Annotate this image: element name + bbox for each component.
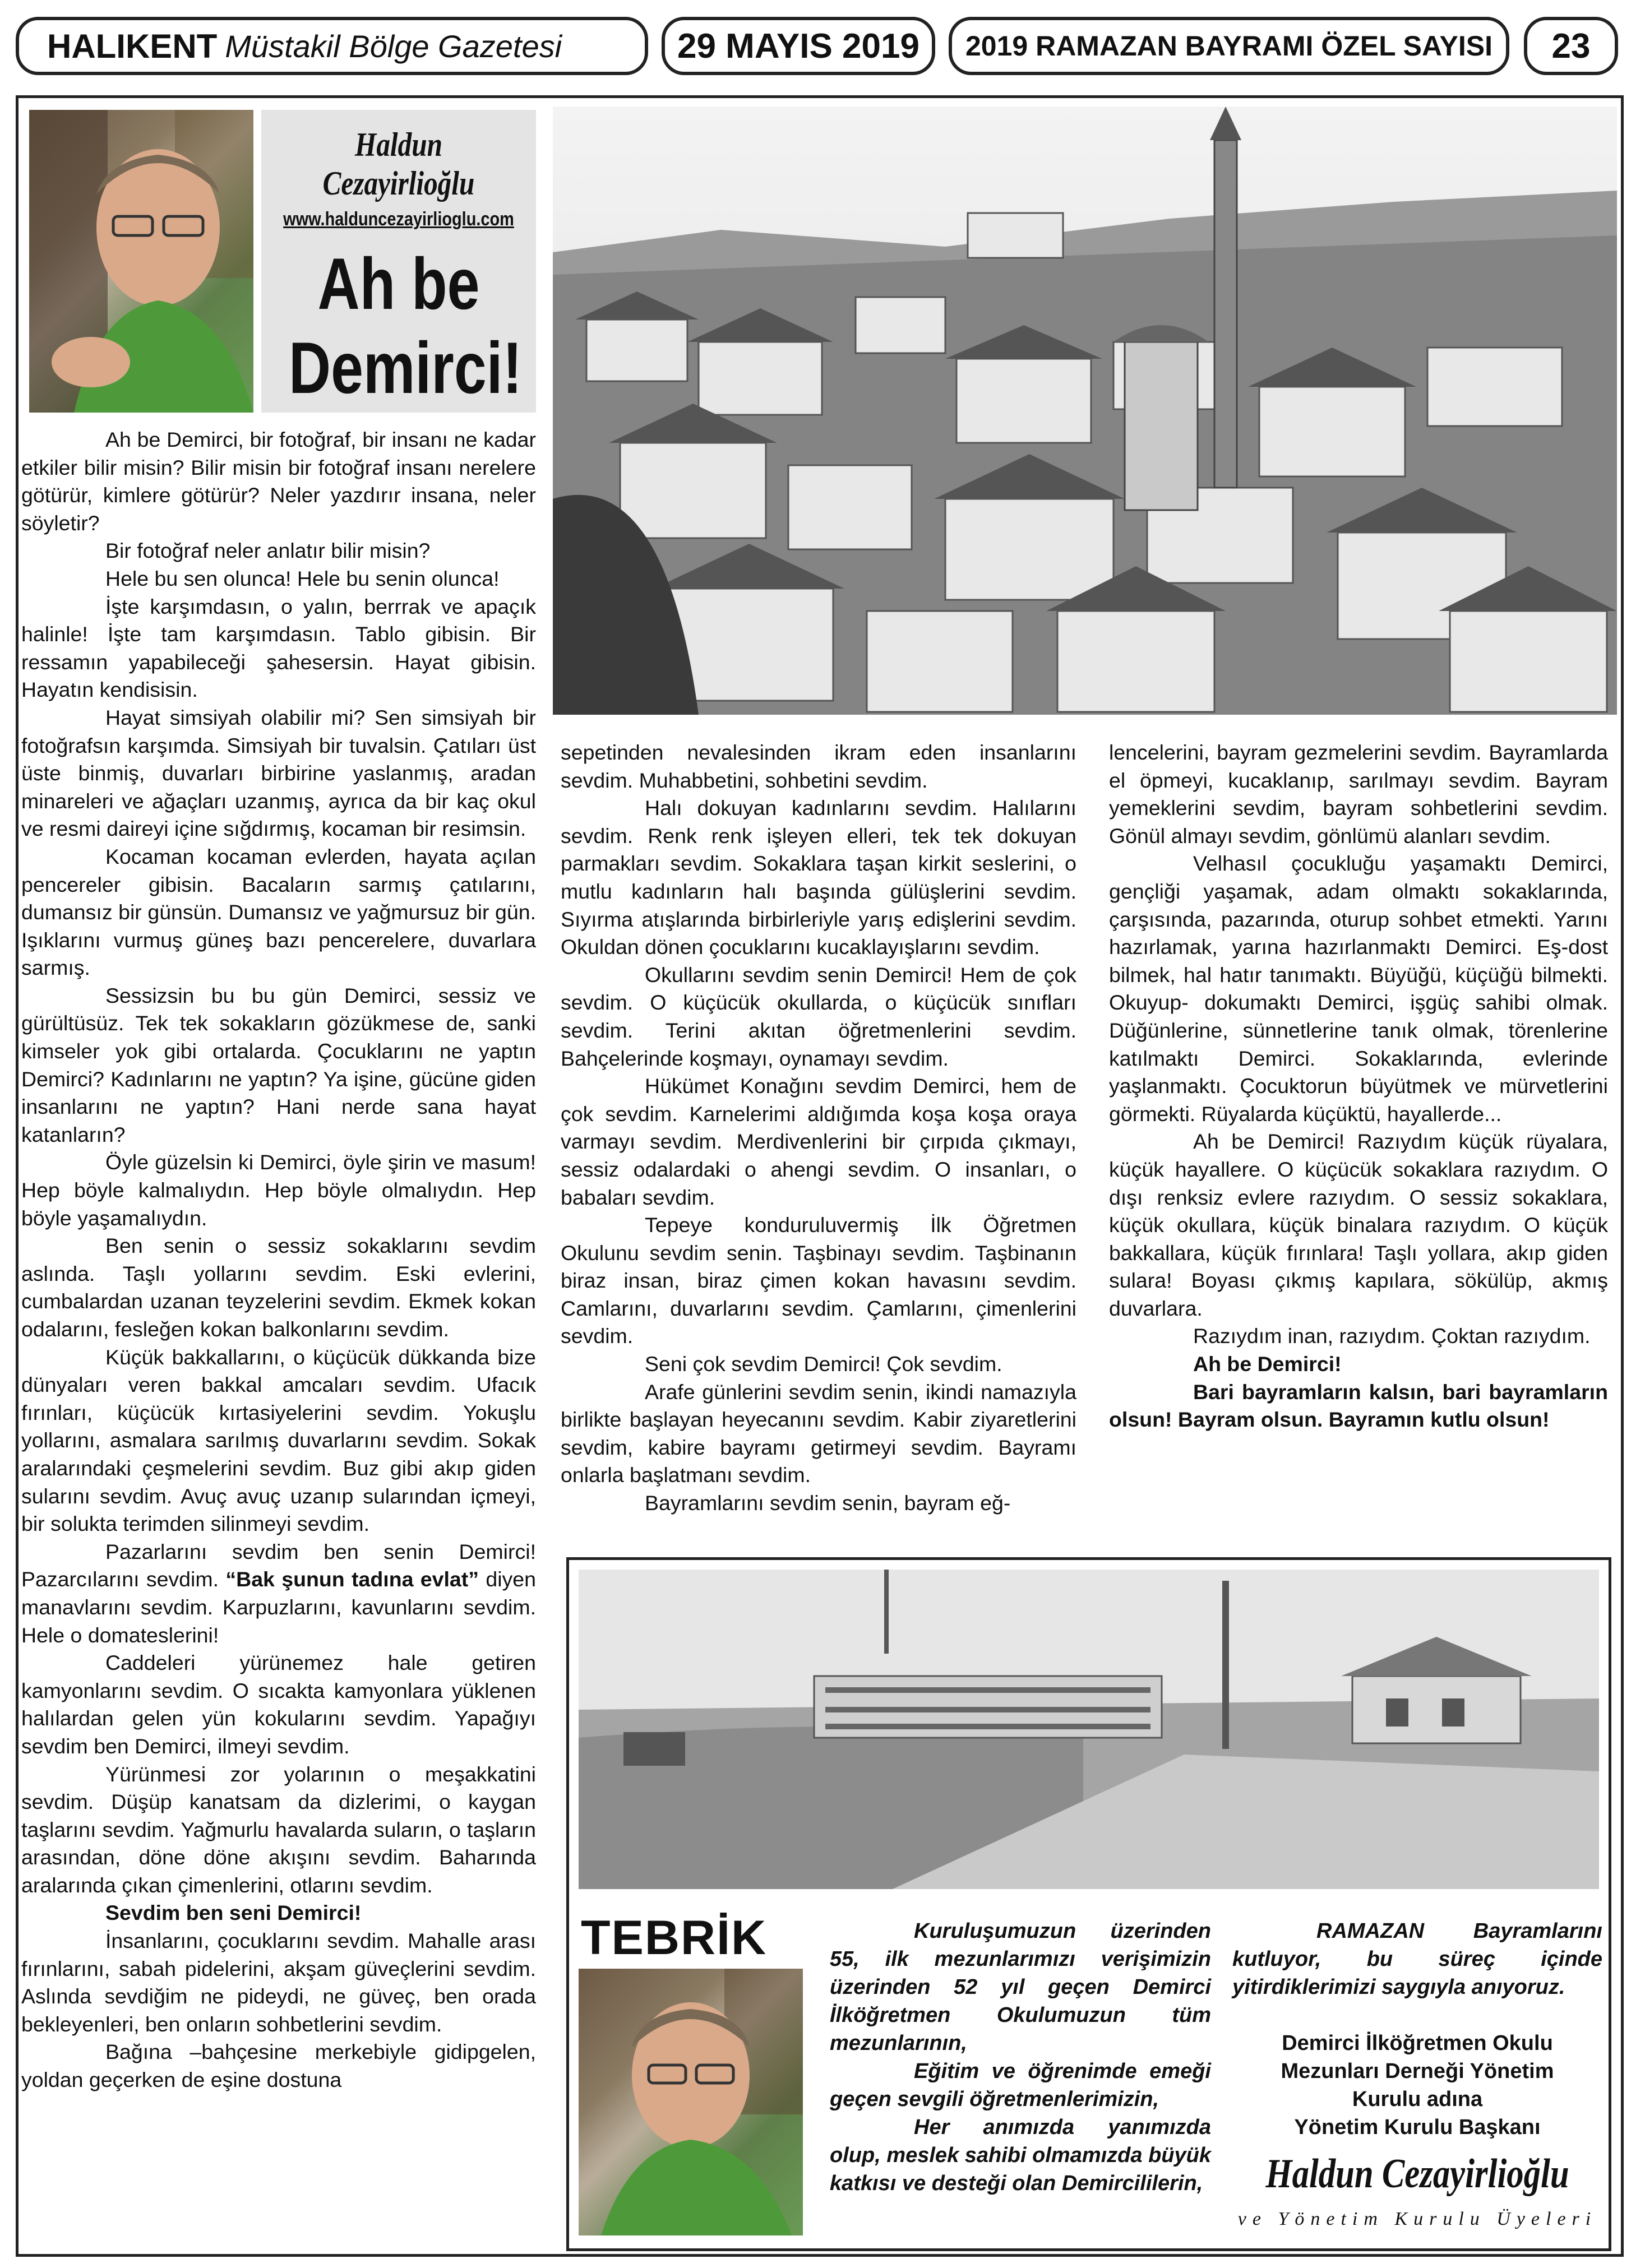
paragraph: Ah be Demirci, bir fotoğraf, bir insanı ne kadar etkiler bilir misin? Bilir misin bir fotoğraf insanı nerelere götürür, kimlere götürür? Neler yazdırır insana, neler söyletir? (21, 428, 536, 535)
paragraph: Velhasıl çocukluğu yaşamaktı Demirci, gençliği yaşamak, adam olmaktı sokaklarında, çarşısında, pazarında, oturup sohbet etmekti. Yarını hazırlamak, yarına hazırlanmaktı Demirci. Eş-dost bilmek, hal hatır tanımaktı. Büyüğü, küçüğü bilmekti. Okuyup- dokumaktı Demirci, işgüç sahibi olmak. Düğünlerine, sünnetlerine tanık olmak, törenlerine katılmaktı Demirci. Sokaklarında, evlerinde yaşlanmaktı. Çocuktorun büyütmek ve mürvetlerini görmekti. Rüyalarda küçüktü, hayallerde... (1109, 851, 1608, 1126)
portrait-illustration (29, 110, 253, 413)
article-title-line1: Ah be (317, 243, 480, 325)
article-title-line2: Demirci! (289, 327, 523, 409)
org-line: Mezunları Derneği Yönetim (1281, 2059, 1554, 2083)
paragraph: Hayat simsiyah olabilir mi? Sen simsiyah bir fotoğrafsın karşımda. Simsiyah bir tuvalsin. Çatıları üst üste binmiş, duvarları birbirine yaslanmış, aradan minareleri ve ağaçları uzanmış, ayrıca da bir kaç okul ve resmi daireyi içine sığdırmış, kocaman bir resimsin. (21, 705, 536, 841)
issue-box (949, 17, 1509, 75)
bold-text: Ah be Demirci! (1193, 1352, 1342, 1376)
paragraph: Kocaman kocaman evlerden, hayata açılan pencereler gibisin. Bacaların sarmış çatılarını, dumansız bir günsün. Dumansız ve yağmursuz bir gün. Işıklarını vurmuş güneş bazı pencerelere, duvarlara sarmış. (21, 844, 536, 980)
paragraph-bold (21, 1899, 536, 1927)
paper-subtitle: Müstakil Bölge Gazetesi (225, 28, 562, 64)
signature-subtitle: ve Yönetim Kurulu Üyeleri (1237, 2209, 1597, 2229)
paragraph: Bir fotoğraf neler anlatır bilir misin? (105, 539, 431, 563)
issue-date: 29 MAYIS 2019 (677, 26, 919, 66)
paragraph: Küçük bakkallarını, o küçücük dükkanda bize dünyaları veren bakkal amcaları sevdim. Ufacık fırınları, küçücük kırtasiyelerini sevdim. Yokuşlu yollarını, asmalara sarılmış duvarlarını sevdim. Sokak aralarındaki çeşmelerini sevdim. Buz gibi akıp giden sularını sevdim. Avuç avuç uzanıp sularından içmeyi, bir solukta terimden silinmeyi sevdim. (21, 1345, 536, 1536)
paper-name: HALIKENT (47, 27, 218, 65)
paragraph-bold (1109, 1350, 1608, 1378)
paragraph: Sessizsin bu bu gün Demirci, sessiz ve gürültüsüz. Tek tek sokakların gözükmese de, sanki kimseler yok gibi ortalarda. Çocuklarını ne yaptın Demirci? Kadınlarını ne yaptın? Ya işine, gücüne giden insanlarını ne yaptın? Hani nerde sana hayat katanların? (21, 983, 536, 1146)
page-number-box (1524, 17, 1618, 75)
tebrik-paragraph: Eğitim ve öğrenimde emeği geçen sevgili öğretmenlerimizin, (830, 2059, 1211, 2111)
portrait-illustration (579, 1969, 803, 2235)
article-column-2 (561, 739, 1076, 1517)
paragraph: Arafe günlerini sevdim senin, ikindi namazıyla birlikte başlayan heyecanını sevdim. Kabir ziyaretlerini sevdim, kabire bayramı getirmeyi sevdim. Bayramı onlarla başlatmanı sevdim. (561, 1380, 1076, 1487)
paragraph: İnsanlarını, çocuklarını sevdim. Mahalle arası fırınlarını, sabah pidelerini, akşam güveçlerini sevdim. Aslında sevdiğim ne pideydi, ne güveç, ben orada bekleyenleri, ben onların sohbetlerini sevdim. (21, 1929, 536, 2036)
town-photo-illustration (553, 107, 1617, 715)
organization-block (1232, 2029, 1602, 2233)
signature-name: Haldun Cezayirlioğlu (1265, 2151, 1569, 2197)
paragraph: Halı dokuyan kadınlarını sevdim. Halılarını sevdim. Renk renk işleyen elleri, tek tek dokuyan parmakları sevdim. Sokaklara taşan kirkit seslerini, o mutlu kadınların halı başında gülüşlerini sevdim. Sıyırma atışlarında birbirleriyle yarış edişlerini sevdim. Okuldan dönen çocuklarını kucaklayışlarını sevdim. (561, 796, 1076, 959)
paragraph: Bağına –bahçesine merkebiyle gidipgelen, yoldan geçerken de eşine dostuna (21, 2040, 536, 2092)
paragraph: Okullarını sevdim senin Demirci! Hem de çok sevdim. O küçücük okullarda, o küçücük sınıfları sevdim. Terini akıtan öğretmenlerini sevdim. Bahçelerinde koşmayı, oynamayı sevdim. (561, 962, 1076, 1070)
greeting-text: RAMAZAN Bayramlarını kutluyor, bu süreç içinde yitirdiklerimizi saygıyla anıyoruz. (1232, 1919, 1602, 1999)
org-line: Demirci İlköğretmen Okulu (1282, 2031, 1553, 2055)
date-box (662, 17, 935, 75)
paragraph-text: diyen manavlarını sevdim. Karpuzlarını, kavunlarını sevdim. Hele o domateslerini! (21, 1567, 536, 1647)
issue-title: 2019 RAMAZAN BAYRAMI ÖZEL SAYISI (965, 30, 1493, 62)
school-photo-illustration (579, 1570, 1599, 1889)
article-column-3 (1109, 739, 1608, 1434)
article-column-1 (21, 426, 536, 2094)
author-website[interactable]: www.halduncezayirlioglu.com (283, 209, 514, 230)
bold-text: Bari bayramların kalsın, bari bayramların olsun! Bayram olsun. Bayramın kutlu olsun! (1109, 1380, 1608, 1432)
paragraph: Seni çok sevdim Demirci! Çok sevdim. (645, 1352, 1002, 1376)
page-number: 23 (1551, 26, 1591, 66)
paragraph-text: Pazarlarını sevdim ben senin Demirci! Pazarcılarını sevdim. (21, 1539, 536, 1591)
paragraph: Hele bu sen olunca! Hele bu senin olunca! (105, 566, 500, 590)
paragraph: Yürünmesi zor yolarının o meşakkatini sevdim. Düşüp kanatsam da dizlerimi, o kaygan taşlarını sevdim. Yağmurlu havalarda suların, o taşların arasından, döne döne akışını sevdim. Baharında aralarında çıkan çimenlerini, otlarını sevdim. (21, 1762, 536, 1897)
paragraph: Bayramlarını sevdim senin, bayram eğ- (645, 1491, 1011, 1515)
town-photo (553, 107, 1617, 715)
article-heading-box (261, 110, 536, 413)
paragraph: Ah be Demirci! Razıydım küçük rüyalara, küçük hayallere. O küçücük sokaklara razıydım. O dışı renksiz evlere razıydım. O sessiz sokaklara, küçük okullara, küçük binalara razıydım. O küçük bakkallara, küçük fırınlara! Taşlı yollara, akıp giden sulara! Boyası çıkmış kapılara, sökülüp, akmış duvarlara. (1109, 1130, 1608, 1320)
org-line: Yönetim Kurulu Başkanı (1294, 2116, 1541, 2139)
paragraph: lencelerini, bayram gezmelerini sevdim. Bayramlarda el öpmeyi, kucaklanıp, sarılmayı sevdim. Bayram yemeklerini sevdim, bayram sohbetlerini sevdim. Gönül almayı sevdim, gönlümü alanları sevdim. (1109, 740, 1608, 848)
paragraph: Caddeleri yürünemez hale getiren kamyonlarını sevdim. O sıcakta kamyonlara yüklenen halılardan gelen yün kokularını sevdim. Yapağıyı sevdim ben Demirci, ilmeyi sevdim. (21, 1651, 536, 1758)
paragraph: Tepeye konduruluvermiş İlk Öğretmen Okulunu sevdim senin. Taşbinayı sevdim. Taşbinanın biraz insan, biraz çimen kokan havasını sevdim. Camlarını, duvarlarını sevdim. Çamlarını, çimenlerini sevdim. (561, 1213, 1076, 1348)
school-photo (579, 1570, 1599, 1889)
paragraph: Razıydım inan, razıydım. Çoktan razıydım. (1193, 1324, 1591, 1348)
paragraph: Ben senin o sessiz sokaklarını sevdim aslında. Taşlı yollarını sevdim. Eski evlerini, cumbalardan uzanan teyzelerini sevdim. Ekmek kokan odalarını, fesleğen kokan balkonlarını sevdim. (21, 1234, 536, 1341)
masthead-box (16, 17, 648, 75)
tebrik-text (830, 1917, 1211, 2197)
paragraph-bold (1109, 1378, 1608, 1434)
quote-text: “Bak şunun tadına evlat” (225, 1567, 479, 1591)
author-name: Haldun Cezayirlioğlu (322, 126, 475, 202)
org-line: Kurulu adına (1352, 2088, 1483, 2111)
president-photo (579, 1969, 803, 2235)
tebrik-paragraph: Her anımızda yanımızda olup, meslek sahibi olmamızda büyük katkısı ve desteği olan Demircililerin, (830, 2116, 1211, 2195)
paragraph: İşte karşımdasın, o yalın, berrrak ve apaçık halinle! İşte tam karşımdasın. Tablo gibisin. Bir ressamın yapabileceği şahesersin. Hayat gibisin. Hayatın kendisisin. (21, 594, 536, 702)
bold-text: Sevdim ben seni Demirci! (105, 1901, 362, 1925)
author-photo (29, 110, 253, 413)
paragraph: sepetinden nevalesinden ikram eden insanlarını sevdim. Muhabbetini, sohbetini sevdim. (561, 740, 1076, 792)
paragraph: Hükümet Konağını sevdim Demirci, hem de çok sevdim. Karnelerimi aldığımda koşa koşa oraya varmayı sevdim. Merdivenlerini bir çırpıda çıkmayı, sessiz odalardaki o ahengi sevdim. O insanları, o babaları sevdim. (561, 1074, 1076, 1209)
tebrik-title: TEBRİK (581, 1911, 768, 1965)
paragraph: Öyle güzelsin ki Demirci, öyle şirin ve masum! Hep böyle kalmalıydın. Hep böyle olmalıydın. Hep böyle yaşamalıydın. (21, 1150, 536, 1230)
tebrik-greeting (1232, 1917, 1602, 2001)
paragraph (21, 1538, 536, 1649)
tebrik-paragraph: Kuruluşumuzun üzerinden 55, ilk mezunlarımızı verişimizin üzerinden 52 yıl geçen Demirci İlköğretmen Okulumuzun tüm mezunlarının, (830, 1919, 1211, 2055)
